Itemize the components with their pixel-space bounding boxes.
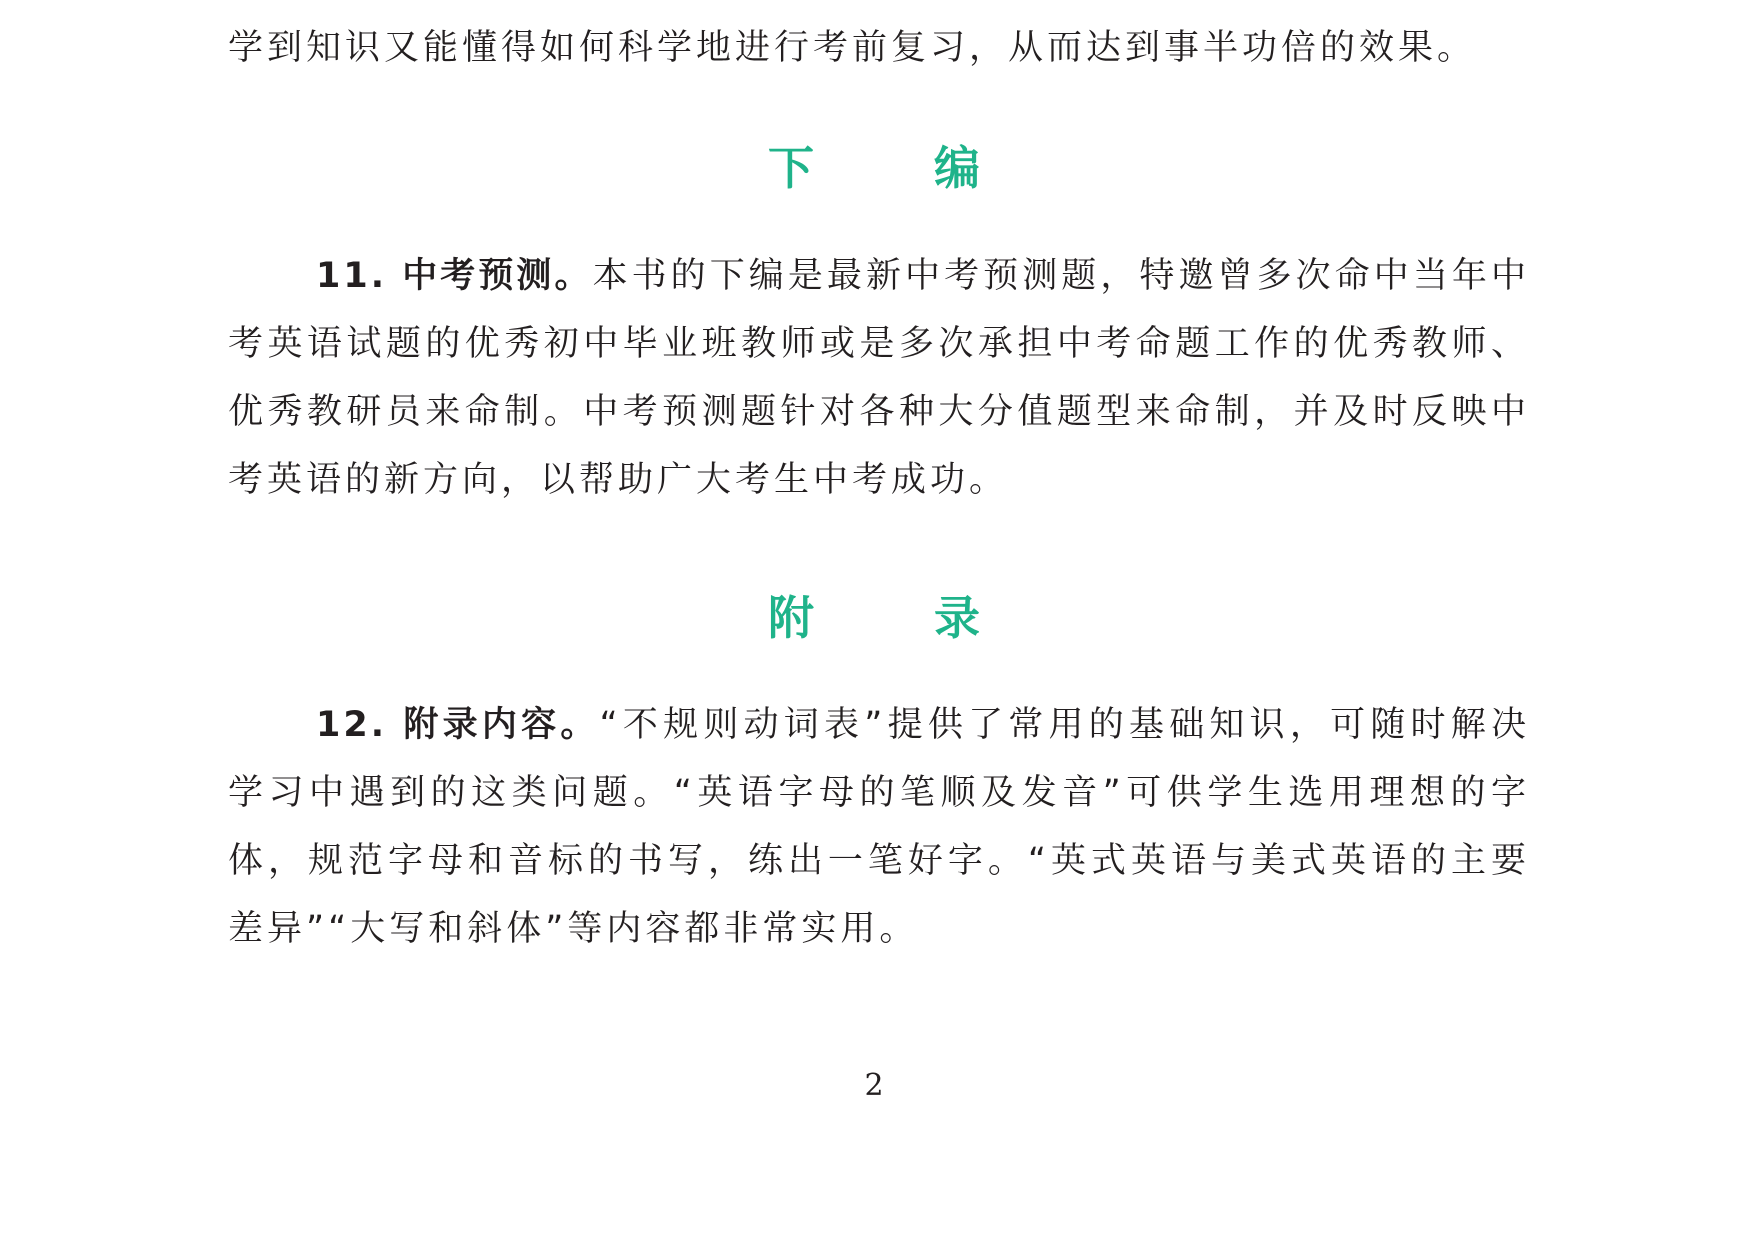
intro-paragraph-tail: 学到知识又能懂得如何科学地进行考前复习，从而达到事半功倍的效果。 [228, 28, 1477, 68]
item-12-lead: 12. 附录内容。 [316, 705, 600, 745]
item-11-text [228, 242, 1530, 514]
item-12-body: “不规则动词表”提供了常用的基础知识，可随时解决学习中遇到的这类问题。“英语字母的笔顺及发音”可供学生选用理想的字体，规范字母和音标的书写，练出一笔好字。“英式英语与美式英语的主要差异”“大写和斜体”等内容都非常实用。 [228, 705, 1530, 949]
item-11-lead: 11. 中考预测。 [316, 256, 593, 296]
page-number: 2 [864, 1068, 884, 1103]
item-11-paragraph [228, 242, 1530, 514]
section-heading-xiabian: 下 编 [767, 141, 1032, 195]
section-heading-fulu: 附 录 [767, 591, 1032, 645]
item-11-body: 本书的下编是最新中考预测题，特邀曾多次命中当年中考英语试题的优秀初中毕业班教师或是多次承担中考命题工作的优秀教师、优秀教研员来命制。中考预测题针对各种大分值题型来命制，并及时反映中考英语的新方向，以帮助广大考生中考成功。 [228, 256, 1530, 500]
item-12-paragraph [228, 691, 1530, 963]
item-12-text [228, 691, 1530, 963]
